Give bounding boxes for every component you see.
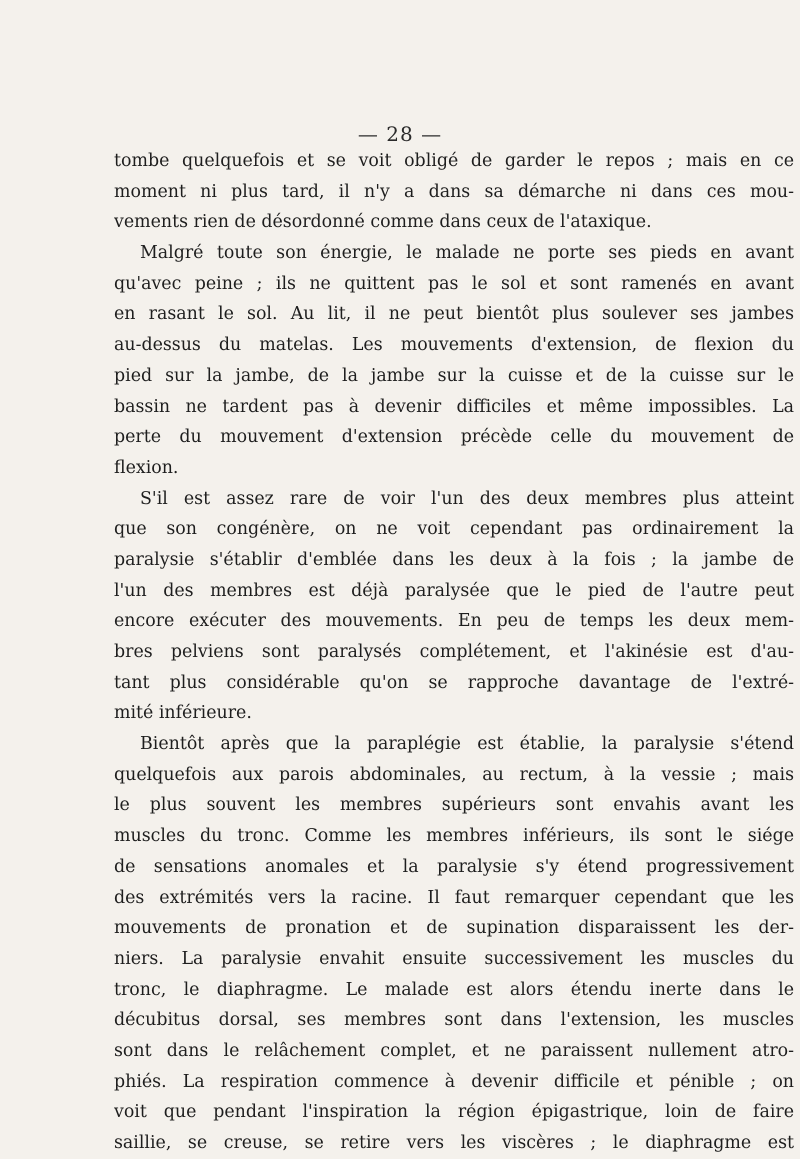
text-line: vements rien de désordonné comme dans ceux de l'ataxique.	[114, 212, 652, 233]
text-line: perte du mouvement d'extension précède celle du mouvement de	[114, 427, 794, 448]
text-line: niers. La paralysie envahit ensuite successivement les muscles du	[114, 948, 794, 969]
text-line: décubitus dorsal, ses membres sont dans l'extension, les muscles	[114, 1010, 794, 1031]
text-line: pied sur la jambe, de la jambe sur la cuisse et de la cuisse sur le	[114, 365, 794, 386]
text-line: paralysie s'établir d'emblée dans les deux à la fois ; la jambe de	[114, 549, 794, 570]
text-line: muscles du tronc. Comme les membres inférieurs, ils sont le siége	[114, 826, 794, 847]
page-number: — 28 —	[357, 122, 443, 146]
text-line: qu'avec peine ; ils ne quittent pas le sol et sont ramenés en avant	[114, 273, 794, 294]
text-line: encore exécuter des mouvements. En peu de temps les deux mem-	[114, 611, 794, 632]
body-text	[114, 146, 794, 1159]
text-line: quelquefois aux parois abdominales, au rectum, à la vessie ; mais	[114, 764, 794, 785]
paragraph	[114, 729, 794, 1159]
text-line: au-dessus du matelas. Les mouvements d'extension, de flexion du	[114, 335, 794, 356]
text-line: mouvements de pronation et de supination disparaissent les der-	[114, 918, 794, 939]
text-line: Bientôt après que la paraplégie est établie, la paralysie s'étend	[140, 734, 794, 755]
text-line: de sensations anomales et la paralysie s'y étend progressivement	[114, 856, 794, 877]
text-line: bres pelviens sont paralysés complétement, et l'akinésie est d'au-	[114, 642, 794, 662]
paragraph	[114, 484, 794, 730]
text-line: des extrémités vers la racine. Il faut remarquer cependant que les	[114, 887, 794, 908]
text-line: saillie, se creuse, se retire vers les viscères ; le diaphragme est	[114, 1133, 794, 1153]
text-line: l'un des membres est déjà paralysée que le pied de l'autre peut	[114, 580, 794, 601]
text-line: voit que pendant l'inspiration la région épigastrique, loin de faire	[114, 1102, 794, 1123]
text-line: tant plus considérable qu'on se rapproche davantage de l'extré-	[114, 672, 794, 693]
text-line: Malgré toute son énergie, le malade ne porte ses pieds en avant	[140, 243, 794, 264]
paragraph	[114, 238, 794, 484]
paragraph	[114, 146, 794, 238]
text-line: le plus souvent les membres supérieurs sont envahis avant les	[114, 795, 794, 816]
text-line: tronc, le diaphragme. Le malade est alors étendu inerte dans le	[114, 979, 794, 1000]
text-line: phiés. La respiration commence à devenir difficile et pénible ; on	[114, 1071, 794, 1092]
text-line: S'il est assez rare de voir l'un des deux membres plus atteint	[140, 488, 794, 509]
text-line: moment ni plus tard, il n'y a dans sa démarche ni dans ces mou-	[114, 181, 794, 202]
text-line: bassin ne tardent pas à devenir difficiles et même impossibles. La	[114, 396, 794, 417]
text-line: sont dans le relâchement complet, et ne paraissent nullement atro-	[114, 1040, 794, 1061]
text-line: tombe quelquefois et se voit obligé de garder le repos ; mais en ce	[114, 151, 794, 171]
text-line: mité inférieure.	[114, 703, 252, 724]
text-line: en rasant le sol. Au lit, il ne peut bientôt plus soulever ses jambes	[114, 304, 794, 325]
text-line: que son congénère, on ne voit cependant pas ordinairement la	[114, 519, 794, 540]
text-line: flexion.	[114, 457, 179, 478]
